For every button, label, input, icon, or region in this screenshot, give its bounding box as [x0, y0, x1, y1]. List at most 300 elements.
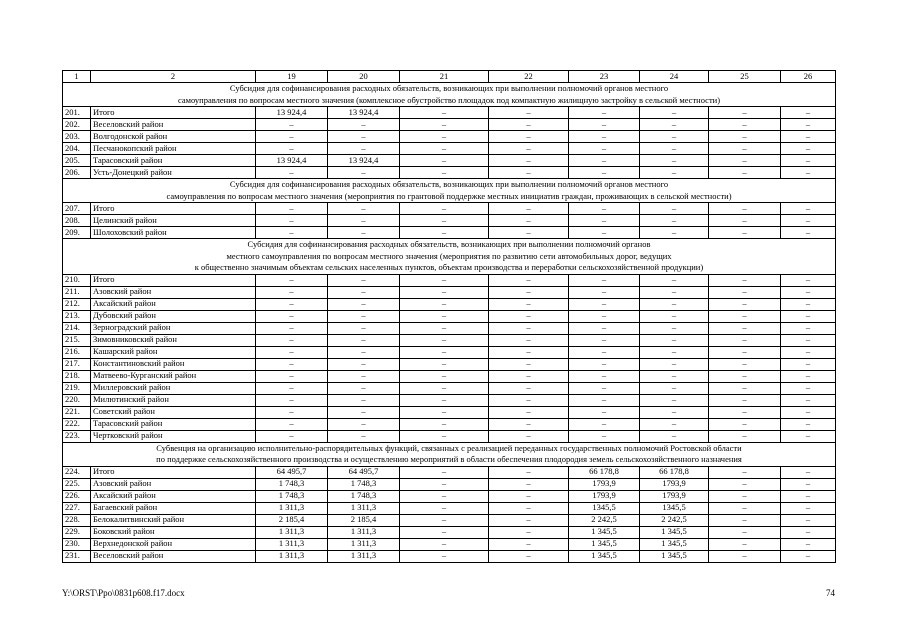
value-cell: –: [489, 370, 569, 382]
row-number: 219.: [63, 382, 91, 394]
value-cell: –: [489, 167, 569, 179]
value-cell: 1 345,5: [640, 550, 709, 562]
value-cell: –: [640, 274, 709, 286]
row-number: 201.: [63, 107, 91, 119]
value-cell: –: [400, 430, 489, 442]
value-cell: –: [400, 502, 489, 514]
table-row: [63, 502, 836, 514]
row-number: 231.: [63, 550, 91, 562]
row-number: 221.: [63, 406, 91, 418]
budget-table: [62, 70, 836, 563]
value-cell: –: [640, 334, 709, 346]
value-cell: –: [781, 227, 836, 239]
value-cell: 2 185,4: [328, 514, 400, 526]
value-cell: –: [489, 394, 569, 406]
value-cell: –: [489, 358, 569, 370]
header-cell: 2: [91, 71, 256, 83]
row-name: Верхнедонской район: [91, 538, 256, 550]
value-cell: –: [400, 466, 489, 478]
value-cell: –: [781, 107, 836, 119]
value-cell: –: [781, 131, 836, 143]
value-cell: –: [781, 286, 836, 298]
table-row: [63, 538, 836, 550]
table-row: [63, 526, 836, 538]
value-cell: –: [400, 478, 489, 490]
section-title: [63, 83, 836, 107]
value-cell: –: [640, 394, 709, 406]
row-number: 225.: [63, 478, 91, 490]
section-title-line: к общественно значимым объектам сельских населенных пунктов, объектам производства и переработки сельскохозяйственной продукции): [194, 262, 704, 272]
table-row: [63, 227, 836, 239]
value-cell: –: [709, 155, 781, 167]
page-number: 74: [826, 588, 835, 598]
value-cell: –: [328, 298, 400, 310]
value-cell: 1 345,5: [569, 526, 640, 538]
value-cell: –: [256, 203, 328, 215]
value-cell: –: [328, 131, 400, 143]
value-cell: –: [569, 203, 640, 215]
value-cell: –: [781, 167, 836, 179]
value-cell: –: [709, 466, 781, 478]
value-cell: –: [781, 514, 836, 526]
value-cell: –: [256, 167, 328, 179]
value-cell: 1 345,5: [640, 538, 709, 550]
value-cell: –: [400, 526, 489, 538]
value-cell: –: [569, 346, 640, 358]
value-cell: –: [400, 215, 489, 227]
row-number: 211.: [63, 286, 91, 298]
table-row: [63, 286, 836, 298]
value-cell: –: [328, 382, 400, 394]
value-cell: –: [328, 286, 400, 298]
value-cell: –: [640, 227, 709, 239]
value-cell: –: [328, 310, 400, 322]
table-row: [63, 430, 836, 442]
row-number: 206.: [63, 167, 91, 179]
table-row: [63, 466, 836, 478]
value-cell: 1 311,3: [256, 550, 328, 562]
table-row: [63, 406, 836, 418]
value-cell: –: [709, 346, 781, 358]
value-cell: –: [489, 286, 569, 298]
row-number: 230.: [63, 538, 91, 550]
row-number: 208.: [63, 215, 91, 227]
value-cell: –: [569, 394, 640, 406]
row-number: 202.: [63, 119, 91, 131]
table-row: [63, 143, 836, 155]
value-cell: –: [781, 334, 836, 346]
value-cell: –: [489, 298, 569, 310]
value-cell: 1 311,3: [328, 550, 400, 562]
value-cell: –: [489, 418, 569, 430]
row-name: Тарасовский район: [91, 155, 256, 167]
value-cell: –: [256, 119, 328, 131]
value-cell: –: [569, 131, 640, 143]
value-cell: 2 242,5: [569, 514, 640, 526]
value-cell: 1793,9: [640, 478, 709, 490]
row-number: 207.: [63, 203, 91, 215]
value-cell: –: [709, 430, 781, 442]
value-cell: –: [400, 322, 489, 334]
document-sheet: [62, 70, 835, 563]
value-cell: 1 311,3: [256, 502, 328, 514]
value-cell: –: [640, 418, 709, 430]
value-cell: –: [569, 370, 640, 382]
value-cell: –: [489, 406, 569, 418]
value-cell: –: [709, 131, 781, 143]
row-number: 212.: [63, 298, 91, 310]
value-cell: –: [569, 155, 640, 167]
value-cell: –: [256, 418, 328, 430]
value-cell: –: [709, 514, 781, 526]
value-cell: –: [400, 155, 489, 167]
value-cell: –: [489, 346, 569, 358]
row-name: Итого: [91, 274, 256, 286]
value-cell: –: [781, 526, 836, 538]
value-cell: –: [489, 203, 569, 215]
value-cell: –: [256, 334, 328, 346]
row-number: 222.: [63, 418, 91, 430]
value-cell: –: [709, 406, 781, 418]
value-cell: –: [640, 370, 709, 382]
value-cell: –: [256, 394, 328, 406]
value-cell: –: [489, 382, 569, 394]
row-name: Итого: [91, 107, 256, 119]
value-cell: –: [709, 550, 781, 562]
value-cell: –: [640, 143, 709, 155]
value-cell: –: [640, 358, 709, 370]
table-row: [63, 382, 836, 394]
value-cell: 1 748,3: [256, 478, 328, 490]
section-title-row: [63, 83, 836, 107]
value-cell: –: [709, 143, 781, 155]
value-cell: –: [640, 155, 709, 167]
value-cell: –: [640, 107, 709, 119]
value-cell: –: [328, 227, 400, 239]
value-cell: –: [489, 119, 569, 131]
value-cell: –: [489, 107, 569, 119]
value-cell: 13 924,4: [328, 107, 400, 119]
value-cell: –: [400, 370, 489, 382]
value-cell: –: [781, 155, 836, 167]
row-name: Целинский район: [91, 215, 256, 227]
value-cell: 1 311,3: [256, 526, 328, 538]
row-name: Зерноградский район: [91, 322, 256, 334]
value-cell: –: [489, 526, 569, 538]
value-cell: –: [640, 215, 709, 227]
row-name: Усть-Донецкий район: [91, 167, 256, 179]
row-name: Чертковский район: [91, 430, 256, 442]
value-cell: –: [781, 322, 836, 334]
value-cell: –: [709, 382, 781, 394]
value-cell: –: [781, 298, 836, 310]
value-cell: –: [640, 382, 709, 394]
value-cell: –: [489, 538, 569, 550]
row-number: 210.: [63, 274, 91, 286]
value-cell: –: [640, 203, 709, 215]
value-cell: –: [709, 478, 781, 490]
value-cell: –: [569, 274, 640, 286]
value-cell: –: [569, 418, 640, 430]
value-cell: 1 311,3: [328, 502, 400, 514]
row-name: Азовский район: [91, 286, 256, 298]
value-cell: –: [400, 143, 489, 155]
value-cell: –: [569, 167, 640, 179]
value-cell: –: [489, 143, 569, 155]
value-cell: –: [256, 215, 328, 227]
section-title-line: по поддержке сельскохозяйственного производства и осуществлению мероприятий в области обеспечения плодородия земель сельскохозяйственного назначения: [156, 454, 742, 464]
value-cell: –: [400, 310, 489, 322]
value-cell: –: [781, 346, 836, 358]
value-cell: –: [709, 370, 781, 382]
row-number: 223.: [63, 430, 91, 442]
table-row: [63, 394, 836, 406]
value-cell: –: [400, 538, 489, 550]
value-cell: –: [256, 370, 328, 382]
value-cell: 13 924,4: [328, 155, 400, 167]
row-name: Советский район: [91, 406, 256, 418]
table-row: [63, 346, 836, 358]
value-cell: –: [709, 203, 781, 215]
value-cell: –: [781, 394, 836, 406]
value-cell: 13 924,4: [256, 155, 328, 167]
value-cell: –: [569, 406, 640, 418]
section-title-line: Субвенция на организацию исполнительно-распорядительных функций, связанных с реализацией переданных государственных полномочий Ростовской области: [156, 442, 742, 453]
row-number: 220.: [63, 394, 91, 406]
value-cell: 1 345,5: [640, 526, 709, 538]
value-cell: –: [400, 346, 489, 358]
value-cell: –: [709, 119, 781, 131]
row-name: Зимовниковский район: [91, 334, 256, 346]
value-cell: –: [569, 107, 640, 119]
value-cell: –: [569, 430, 640, 442]
value-cell: –: [709, 490, 781, 502]
value-cell: 66 178,8: [640, 466, 709, 478]
value-cell: –: [781, 215, 836, 227]
value-cell: 1793,9: [569, 478, 640, 490]
row-name: Дубовский район: [91, 310, 256, 322]
row-name: Итого: [91, 203, 256, 215]
value-cell: –: [709, 418, 781, 430]
value-cell: –: [400, 167, 489, 179]
section-title-row: [63, 442, 836, 466]
value-cell: –: [781, 370, 836, 382]
row-name: Азовский район: [91, 478, 256, 490]
row-number: 213.: [63, 310, 91, 322]
value-cell: –: [328, 346, 400, 358]
value-cell: 1 345,5: [569, 538, 640, 550]
value-cell: –: [256, 274, 328, 286]
row-number: 214.: [63, 322, 91, 334]
value-cell: –: [569, 298, 640, 310]
value-cell: –: [328, 394, 400, 406]
section-title-row: [63, 239, 836, 275]
value-cell: –: [781, 203, 836, 215]
value-cell: –: [640, 167, 709, 179]
value-cell: –: [328, 119, 400, 131]
table-row: [63, 490, 836, 502]
value-cell: –: [569, 286, 640, 298]
value-cell: –: [781, 502, 836, 514]
table-row: [63, 167, 836, 179]
value-cell: –: [709, 334, 781, 346]
row-number: 216.: [63, 346, 91, 358]
value-cell: –: [400, 382, 489, 394]
value-cell: –: [489, 215, 569, 227]
value-cell: –: [709, 502, 781, 514]
value-cell: –: [489, 310, 569, 322]
table-row: [63, 514, 836, 526]
header-cell: 26: [781, 71, 836, 83]
value-cell: –: [781, 478, 836, 490]
value-cell: –: [328, 143, 400, 155]
row-name: Веселовский район: [91, 550, 256, 562]
value-cell: –: [400, 514, 489, 526]
value-cell: –: [709, 107, 781, 119]
value-cell: 1345,5: [640, 502, 709, 514]
table-row: [63, 358, 836, 370]
value-cell: 64 495,7: [256, 466, 328, 478]
value-cell: –: [328, 167, 400, 179]
value-cell: –: [400, 274, 489, 286]
value-cell: –: [328, 274, 400, 286]
value-cell: –: [328, 430, 400, 442]
value-cell: –: [569, 227, 640, 239]
value-cell: –: [400, 394, 489, 406]
table-row: [63, 322, 836, 334]
value-cell: –: [256, 286, 328, 298]
value-cell: –: [640, 310, 709, 322]
value-cell: 66 178,8: [569, 466, 640, 478]
section-title-line: Субсидия для софинансирования расходных обязательств, возникающих при выполнении полномочий органов: [247, 239, 651, 249]
row-name: Веселовский район: [91, 119, 256, 131]
table-row: [63, 298, 836, 310]
value-cell: –: [400, 286, 489, 298]
value-cell: –: [256, 430, 328, 442]
row-name: Багаевский район: [91, 502, 256, 514]
row-number: 227.: [63, 502, 91, 514]
value-cell: –: [640, 430, 709, 442]
value-cell: –: [489, 514, 569, 526]
value-cell: –: [400, 119, 489, 131]
value-cell: –: [328, 370, 400, 382]
value-cell: –: [400, 490, 489, 502]
value-cell: –: [640, 131, 709, 143]
section-title-line: самоуправления по вопросам местного значения (комплексное обустройство площадок под компактную жилищную застройку в сельской местности): [177, 94, 721, 105]
value-cell: –: [781, 143, 836, 155]
value-cell: –: [640, 322, 709, 334]
value-cell: –: [569, 382, 640, 394]
value-cell: –: [256, 227, 328, 239]
section-title-line: Субсидия для софинансирования расходных обязательств, возникающих при выполнении полномочий органов местного: [229, 179, 669, 189]
value-cell: 1 311,3: [328, 538, 400, 550]
table-row: [63, 215, 836, 227]
table-row: [63, 478, 836, 490]
value-cell: –: [709, 310, 781, 322]
value-cell: –: [781, 358, 836, 370]
value-cell: –: [400, 418, 489, 430]
value-cell: –: [400, 298, 489, 310]
value-cell: –: [256, 143, 328, 155]
value-cell: –: [489, 430, 569, 442]
file-path: Y:\ORST\Ppo\0831p608.f17.docx: [62, 588, 185, 598]
header-cell: 21: [400, 71, 489, 83]
table-row: [63, 155, 836, 167]
value-cell: –: [709, 298, 781, 310]
value-cell: –: [489, 466, 569, 478]
row-name: Аксайский район: [91, 298, 256, 310]
row-number: 204.: [63, 143, 91, 155]
value-cell: –: [709, 227, 781, 239]
table-row: [63, 370, 836, 382]
value-cell: –: [400, 406, 489, 418]
value-cell: –: [400, 203, 489, 215]
value-cell: –: [400, 107, 489, 119]
header-cell: 23: [569, 71, 640, 83]
value-cell: –: [781, 274, 836, 286]
value-cell: –: [256, 322, 328, 334]
value-cell: 1345,5: [569, 502, 640, 514]
value-cell: 2 242,5: [640, 514, 709, 526]
value-cell: –: [709, 215, 781, 227]
row-name: Песчанокопский район: [91, 143, 256, 155]
value-cell: 2 185,4: [256, 514, 328, 526]
value-cell: –: [489, 550, 569, 562]
value-cell: –: [640, 286, 709, 298]
row-number: 203.: [63, 131, 91, 143]
value-cell: –: [709, 286, 781, 298]
section-title: [63, 179, 836, 203]
value-cell: –: [489, 227, 569, 239]
value-cell: –: [709, 538, 781, 550]
row-number: 224.: [63, 466, 91, 478]
value-cell: –: [709, 358, 781, 370]
value-cell: –: [640, 346, 709, 358]
header-cell: 25: [709, 71, 781, 83]
value-cell: –: [781, 430, 836, 442]
header-cell: 24: [640, 71, 709, 83]
value-cell: –: [781, 406, 836, 418]
value-cell: –: [781, 310, 836, 322]
value-cell: –: [256, 131, 328, 143]
value-cell: –: [781, 418, 836, 430]
value-cell: –: [569, 322, 640, 334]
value-cell: –: [256, 298, 328, 310]
row-name: Боковский район: [91, 526, 256, 538]
row-number: 217.: [63, 358, 91, 370]
section-title-row: [63, 179, 836, 203]
value-cell: –: [328, 406, 400, 418]
value-cell: –: [781, 538, 836, 550]
section-title-line: местного самоуправления по вопросам местного значения (мероприятия по развитию сети автомобильных дорог, ведущих: [226, 250, 672, 261]
row-name: Тарасовский район: [91, 418, 256, 430]
row-name: Матвеево-Курганский район: [91, 370, 256, 382]
row-name: Милютинский район: [91, 394, 256, 406]
value-cell: –: [489, 478, 569, 490]
table-row: [63, 131, 836, 143]
header-cell: 19: [256, 71, 328, 83]
row-name: Аксайский район: [91, 490, 256, 502]
value-cell: –: [489, 274, 569, 286]
section-title-line: Субсидия для софинансирования расходных обязательств, возникающих при выполнении полномочий органов местного: [229, 83, 669, 93]
table-row: [63, 418, 836, 430]
value-cell: –: [489, 322, 569, 334]
value-cell: –: [640, 298, 709, 310]
value-cell: –: [256, 358, 328, 370]
value-cell: –: [400, 550, 489, 562]
table-row: [63, 203, 836, 215]
table-row: [63, 107, 836, 119]
